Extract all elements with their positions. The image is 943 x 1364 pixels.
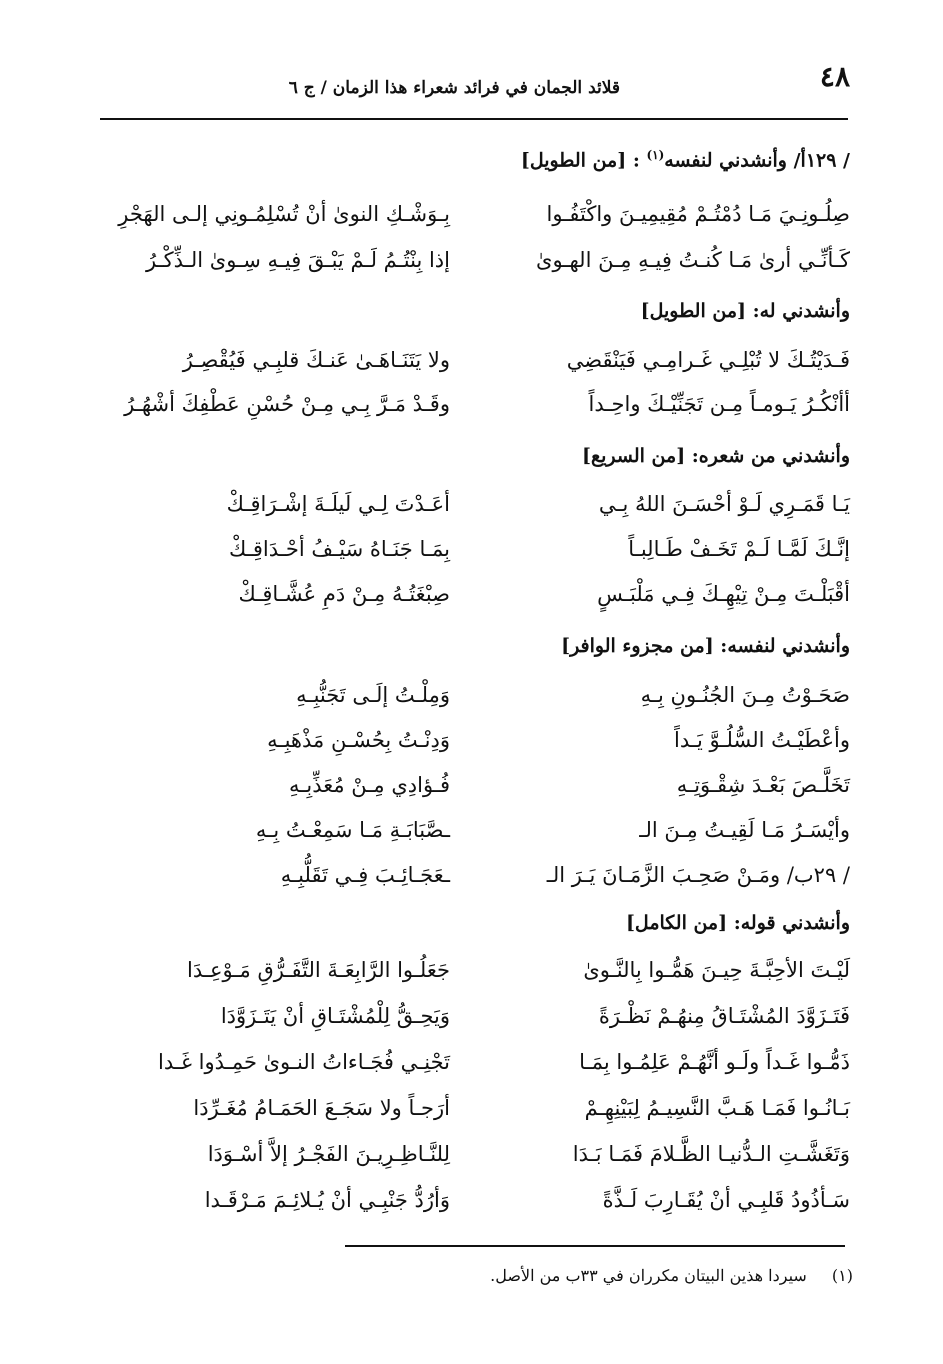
intro-text: / ١٢٩أ/ وأنشدني لنفسه [664,149,850,172]
second-hemistich: صِبْغَتُـهُ مِـنْ دَمِ عُشَّـاقِـكْ [238,582,450,606]
section-intro: وأنشدني لنفسه: [من مجزوء الوافر] [561,635,850,657]
verse-line [100,382,850,426]
second-hemistich: أعَـدْتَ لِـي لَيلَـةَ إشْـرَاقِـكْ [226,492,450,516]
second-hemistich: ولا يَتَنَـاهَـىٰ عَنـكَ قلبِـي فَيُقْصِـرُ [182,348,450,372]
second-hemistich: وَدِنْـتُ بِحُسْـنِ مَذْهَبِـهِ [267,728,450,752]
section-intro [521,148,850,171]
verse-line [100,1178,850,1222]
verse-line [100,718,850,762]
section-intro: وأنشدني من شعره: [من السريع] [582,445,850,467]
first-hemistich: تَخَلَّـصَ بَعْـدَ شِقْـوَتِـهِ [676,773,850,797]
first-hemistich: وَتَغَشَّـتِ الـدُّنيـا الظَّـلامَ فَمَـا بَـدَا [572,1142,850,1166]
verse-line [100,482,850,526]
header-rule [100,118,848,120]
section-intro: وأنشدني له: [من الطويل] [640,300,850,322]
verse-line [100,1132,850,1176]
second-hemistich: بِـوَشْـكِ النوىٰ أنْ تُسْلِمُـونِي إلـى الهَجْرِ [118,202,450,226]
verse-line [100,808,850,852]
page-number: ٤٨ [819,60,850,93]
verse-line [100,994,850,1038]
first-hemistich: إنَّـكَ لَمَّـا لَـمْ تَخَـفْ طَـالِبـاً [628,537,850,561]
first-hemistich: وأيْسَـرُ مَـا لَقِيـتُ مِـنَ الـ [639,818,850,842]
second-hemistich: فُـؤادِي مِـنْ مُعَذِّبِـهِ [288,773,450,797]
page-header [100,60,850,110]
verse-line [100,1086,850,1130]
second-hemistich: جَعَلُـوا الرَّابِعَـةَ التَّفَـرُّقِ مَـوْعِـدَا [187,958,450,982]
first-hemistich: فَتَـزَوَّدَ المُشْتَـاقُ مِنهُـمْ نَظْـرَةً [598,1004,850,1028]
first-hemistich: أقْبَلْـتَ مِـنْ تِيْهِـكَ فِـي مَلْبَـسٍ [597,582,850,606]
second-hemistich: أرَجـاً ولا سَجَـعَ الحَمَـامُ مُغَـرِّدَا [193,1096,450,1120]
footnote-rule [345,1245,845,1247]
second-hemistich: إذا بِنْتُـمُ لَـمْ يَبْـقَ فِيـهِ سِـوىٰ الـذِّكْـرُ [145,248,450,272]
verse-line [100,763,850,807]
footnote-marker: (١) [831,1266,853,1285]
second-hemistich: بِمَـا جَنَـاهُ سَيْـفُ أحْـدَاقِـكْ [229,537,450,561]
first-hemistich: بَـانُـوا فَمَـا هَـبَّ النَّسِيـمُ لِبَيْنِهِـمْ [584,1096,850,1120]
second-hemistich: ـعَجَـائِـبَ فِـي تَقَلُّبِـهِ [280,863,450,887]
first-hemistich: فَـدَيْتُـكَ لا تُبْلِـي غَـرامِـي فَيَنْقَضِي [566,348,850,372]
section-intro: وأنشدني قوله: [من الكامل] [625,912,850,934]
first-hemistich: يَـا قَمَـرِي لَـوْ أحْسَـنَ اللهُ بِـي [598,492,850,516]
second-hemistich: وقَـدْ مَـرَّ بِـي مِـنْ حُسْنِ عَطْفِكَ أشْهُـرُ [124,392,450,416]
first-hemistich: سَـأذُودُ قَلبِـي أنْ يُقَـارِبَ لَـذَّةً [602,1188,850,1212]
first-hemistich: ذَمُّـوا غَـداً ولَـو أنَّهُـمْ عَلِمُـوا بِمَـا [579,1050,850,1074]
verse-line [100,948,850,992]
first-hemistich: / ٢٩ب/ ومَـنْ صَحِـبَ الزَّمَـانَ يَـرَ الـ [546,863,850,887]
meter-label: : [من الطويل] [520,149,640,172]
second-hemistich: تَجْنِـي فُجَـاءاتُ النـوىٰ حَمِـدُوا غَـدا [158,1050,450,1074]
first-hemistich: صِلُـونِـيَ مَـا دُمْتُـمْ مُقِيمِيـنَ واكْتَفُـوا [546,202,850,226]
running-title: قلائد الجمان في فرائد شعراء هذا الزمان / ج ٦ [288,78,620,98]
verse-line [100,853,850,897]
verse-line [100,192,850,236]
second-hemistich: وَيَحِـقُّ لِلْمُشْتَـاقِ أنْ يَتَـزَوَّدَا [220,1004,450,1028]
first-hemistich: وأعْطَيْـتُ السُّلُـوَّ يَـداً [674,728,850,752]
second-hemistich: وَأرُدُّ جَنْبِـي أنْ يُـلائِـمَ مَـرْقَـدا [204,1188,450,1212]
footnote-reference: (١) [646,148,665,162]
footnote [490,1266,853,1285]
verse-line [100,238,850,282]
second-hemistich: لِلنَّـاظِـرِيـنَ الفَجْـرُ إلاَّ أسْـوَدَا [207,1142,450,1166]
second-hemistich: ـصَّبَابَـةِ مَـا سَمِعْـتُ بِـهِ [255,818,450,842]
first-hemistich: صَحَـوْتُ مِـنَ الجُنُـونِ بِـهِ [640,683,850,707]
verse-line [100,338,850,382]
verse-line [100,1040,850,1084]
footnote-text: سيردا هذين البيتان مكرران في ٣٣ب من الأصل. [490,1266,807,1285]
verse-line [100,527,850,571]
first-hemistich: أأنْكُـرُ يَـومـاً مِـن تَجَنِّيْـكَ واحِـداً [588,392,850,416]
first-hemistich: كَـأنِّـي أرىٰ مَـا كُنـتُ فِيـهِ مِـنَ الهـوىٰ [536,248,850,272]
first-hemistich: لَيْـتَ الأحِبَّـةَ حِيـنَ هَمُّـوا بِالنَّـوىٰ [583,958,850,982]
verse-line [100,572,850,616]
second-hemistich: وَمِلْـتُ إلَـى تَجَنُّبِـهِ [296,683,450,707]
verse-line [100,673,850,717]
